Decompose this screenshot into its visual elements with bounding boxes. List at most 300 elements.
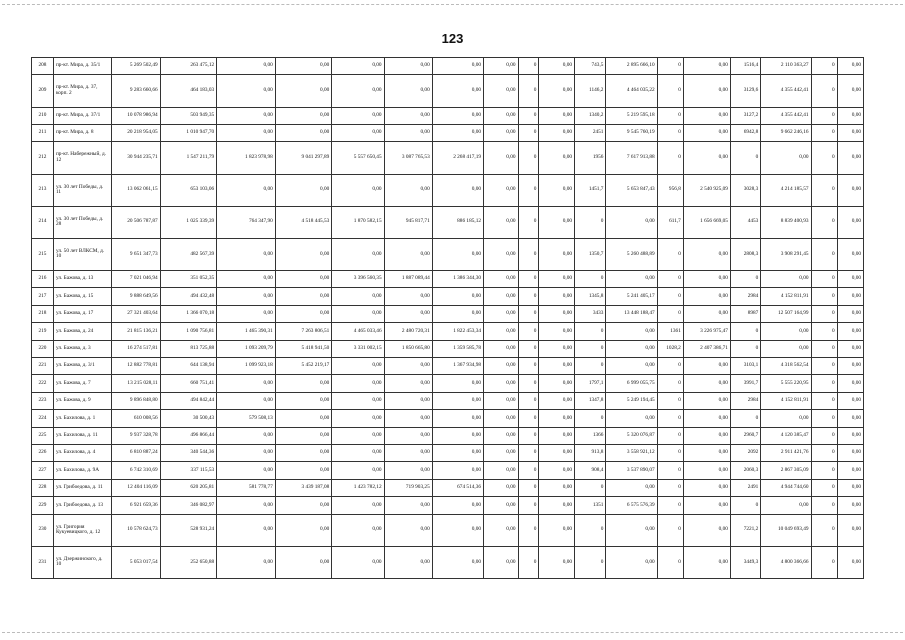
value-cell: 0,00 [837, 107, 863, 124]
value-cell: 0,00 [837, 444, 863, 461]
value-cell: 0 [811, 124, 837, 141]
value-cell: 0 [811, 375, 837, 392]
value-cell: 0,00 [484, 514, 519, 546]
value-cell: 0 [811, 270, 837, 287]
value-cell: 0,00 [484, 392, 519, 409]
value-cell: 464 183,03 [160, 75, 217, 107]
value-cell: 4 464 035,22 [606, 75, 657, 107]
address-cell: ул. 30 лет Победы, д. 11 [53, 174, 111, 206]
value-cell: 0 [657, 75, 683, 107]
value-cell: 1361 [657, 323, 683, 340]
value-cell: 351 052,35 [160, 270, 217, 287]
value-cell: 0,00 [332, 124, 384, 141]
table-row [32, 427, 864, 444]
value-cell: 0 [811, 444, 837, 461]
address-cell: ул. Бахилова, д. 9А [53, 462, 111, 479]
value-cell: 0 [657, 58, 683, 75]
value-cell: 0,00 [275, 497, 332, 514]
value-cell: 3 226 975,47 [683, 323, 730, 340]
address-cell: ул. Бахилова, д. 4 [53, 444, 111, 461]
table-row [32, 497, 864, 514]
value-cell: 0 [657, 497, 683, 514]
value-cell: 764 347,90 [217, 206, 276, 238]
value-cell: 0 [657, 238, 683, 270]
value-cell: 0,00 [384, 238, 432, 270]
address-cell: ул. Бажова, д. 3/1 [53, 357, 111, 374]
value-cell: 0,00 [683, 107, 730, 124]
value-cell: 0,00 [432, 514, 483, 546]
value-cell: 4 318 562,54 [761, 357, 811, 374]
value-cell: 0,00 [837, 462, 863, 479]
value-cell: 0 [575, 514, 606, 546]
value-cell: 3103,1 [730, 357, 760, 374]
address-cell: ул. Бахилова, д. 11 [53, 427, 111, 444]
value-cell: 9 283 660,66 [111, 75, 160, 107]
value-cell: 3127,2 [730, 107, 760, 124]
value-cell: 0,00 [384, 392, 432, 409]
value-cell: 0 [518, 58, 539, 75]
value-cell: 0,00 [837, 323, 863, 340]
value-cell: 0,00 [539, 340, 575, 357]
table-row [32, 288, 864, 305]
value-cell: 7221,2 [730, 514, 760, 546]
value-cell: 4 152 811,91 [761, 392, 811, 409]
value-cell: 528 931,24 [160, 514, 217, 546]
value-cell: 0,00 [432, 174, 483, 206]
value-cell: 0,00 [761, 497, 811, 514]
address-cell: ул. Грибоедова, д. 13 [53, 497, 111, 514]
value-cell: 0,00 [683, 270, 730, 287]
value-cell: 0,00 [683, 58, 730, 75]
value-cell: 2060,3 [730, 462, 760, 479]
value-cell: 12 507 164,99 [761, 305, 811, 322]
value-cell: 5 418 941,50 [275, 340, 332, 357]
value-cell: 0,00 [539, 238, 575, 270]
value-cell: 0 [518, 444, 539, 461]
table-row [32, 206, 864, 238]
value-cell: 21 815 136,21 [111, 323, 160, 340]
value-cell: 337 115,53 [160, 462, 217, 479]
value-cell: 0,00 [837, 206, 863, 238]
value-cell: 0,00 [332, 375, 384, 392]
row-number: 221 [32, 357, 54, 374]
value-cell: 0,00 [539, 392, 575, 409]
value-cell: 0 [518, 174, 539, 206]
row-number: 212 [32, 142, 54, 174]
value-cell: 0 [657, 270, 683, 287]
value-cell: 0,00 [432, 444, 483, 461]
address-cell: ул. Бажова, д. 17 [53, 305, 111, 322]
value-cell: 0 [657, 392, 683, 409]
value-cell: 0,00 [484, 107, 519, 124]
address-cell: ул. Грибоедова, д. 11 [53, 479, 111, 496]
value-cell: 10 578 624,73 [111, 514, 160, 546]
value-cell: 0 [657, 124, 683, 141]
value-cell: 0,00 [683, 392, 730, 409]
value-cell: 0 [518, 357, 539, 374]
value-cell: 0,00 [275, 107, 332, 124]
value-cell: 0,00 [384, 174, 432, 206]
value-cell: 0 [518, 107, 539, 124]
value-cell: 3 331 002,15 [332, 340, 384, 357]
value-cell: 0,00 [606, 546, 657, 578]
value-cell: 0,00 [606, 479, 657, 496]
value-cell: 0,00 [332, 238, 384, 270]
value-cell: 0,00 [332, 444, 384, 461]
address-cell: пр-кт. Набережный, д. 12 [53, 142, 111, 174]
value-cell: 2984 [730, 392, 760, 409]
value-cell: 0,00 [683, 514, 730, 546]
value-cell: 0,00 [539, 444, 575, 461]
value-cell: 0,00 [539, 206, 575, 238]
value-cell: 0 [811, 305, 837, 322]
value-cell: 494 432,48 [160, 288, 217, 305]
value-cell: 9 937 328,78 [111, 427, 160, 444]
value-cell: 4 355 442,41 [761, 75, 811, 107]
value-cell: 0,00 [275, 392, 332, 409]
value-cell: 27 321 403,64 [111, 305, 160, 322]
value-cell: 1956 [575, 142, 606, 174]
value-cell: 1345,8 [575, 288, 606, 305]
value-cell: 7 617 913,88 [606, 142, 657, 174]
value-cell: 0 [518, 323, 539, 340]
value-cell: 0,00 [275, 58, 332, 75]
value-cell: 0,00 [217, 392, 276, 409]
address-cell: ул. Бажова, д. 24 [53, 323, 111, 340]
row-number: 210 [32, 107, 54, 124]
value-cell: 503 949,35 [160, 107, 217, 124]
value-cell: 0 [518, 206, 539, 238]
value-cell: 1797,1 [575, 375, 606, 392]
value-cell: 0,00 [384, 444, 432, 461]
value-cell: 3 396 560,35 [332, 270, 384, 287]
address-cell: ул. 30 лет Победы, д. 28 [53, 206, 111, 238]
value-cell: 620 205,81 [160, 479, 217, 496]
value-cell: 252 650,88 [160, 546, 217, 578]
value-cell: 0,00 [539, 357, 575, 374]
value-cell: 0,00 [332, 174, 384, 206]
address-cell: ул. Дзержинского, д. 10 [53, 546, 111, 578]
value-cell: 3 087 765,53 [384, 142, 432, 174]
value-cell: 0,00 [432, 427, 483, 444]
value-cell: 0,00 [332, 357, 384, 374]
value-cell: 0,00 [275, 410, 332, 427]
value-cell: 0,00 [217, 270, 276, 287]
value-cell: 0 [811, 427, 837, 444]
table-row [32, 270, 864, 287]
value-cell: 0 [518, 546, 539, 578]
value-cell: 653 103,06 [160, 174, 217, 206]
value-cell: 0 [657, 142, 683, 174]
value-cell: 1350,7 [575, 238, 606, 270]
value-cell: 0,00 [539, 410, 575, 427]
value-cell: 0,00 [484, 546, 519, 578]
value-cell: 5 269 502,49 [111, 58, 160, 75]
data-table [31, 57, 864, 579]
value-cell: 3129,6 [730, 75, 760, 107]
value-cell: 0,00 [432, 305, 483, 322]
value-cell: 2960,7 [730, 427, 760, 444]
value-cell: 9 896 848,80 [111, 392, 160, 409]
value-cell: 12 882 778,81 [111, 357, 160, 374]
value-cell: 0,00 [217, 107, 276, 124]
value-cell: 3991,7 [730, 375, 760, 392]
value-cell: 0 [730, 410, 760, 427]
value-cell: 0,00 [683, 410, 730, 427]
value-cell: 4453 [730, 206, 760, 238]
table-row [32, 479, 864, 496]
value-cell: 4 214 185,57 [761, 174, 811, 206]
value-cell: 0,00 [332, 410, 384, 427]
value-cell: 0,00 [539, 546, 575, 578]
value-cell: 0 [811, 288, 837, 305]
value-cell: 945 817,71 [384, 206, 432, 238]
value-cell: 0,00 [539, 479, 575, 496]
value-cell: 0,00 [332, 58, 384, 75]
value-cell: 0 [730, 323, 760, 340]
value-cell: 813 725,88 [160, 340, 217, 357]
value-cell: 0 [657, 462, 683, 479]
value-cell: 0 [575, 546, 606, 578]
value-cell: 0,00 [432, 124, 483, 141]
value-cell: 0,00 [761, 323, 811, 340]
value-cell: 0,00 [432, 392, 483, 409]
value-cell: 20 218 954,05 [111, 124, 160, 141]
value-cell: 3 537 890,07 [606, 462, 657, 479]
value-cell: 0,00 [432, 497, 483, 514]
address-cell: ул. Бажова, д. 7 [53, 375, 111, 392]
value-cell: 0,00 [332, 427, 384, 444]
value-cell: 1028,2 [657, 340, 683, 357]
value-cell: 20 506 787,87 [111, 206, 160, 238]
value-cell: 2 407 386,71 [683, 340, 730, 357]
value-cell: 0,00 [837, 546, 863, 578]
value-cell: 0,00 [384, 357, 432, 374]
value-cell: 4 152 811,91 [761, 288, 811, 305]
value-cell: 0,00 [217, 124, 276, 141]
value-cell: 0,00 [217, 288, 276, 305]
value-cell: 4 518 445,53 [275, 206, 332, 238]
row-number: 229 [32, 497, 54, 514]
value-cell: 0,00 [432, 288, 483, 305]
value-cell: 0,00 [539, 514, 575, 546]
value-cell: 0,00 [539, 288, 575, 305]
value-cell: 0,00 [384, 305, 432, 322]
value-cell: 494 842,44 [160, 392, 217, 409]
value-cell: 0,00 [606, 357, 657, 374]
value-cell: 0 [518, 305, 539, 322]
value-cell: 6 921 659,36 [111, 497, 160, 514]
value-cell: 0,00 [217, 375, 276, 392]
value-cell: 0,00 [275, 174, 332, 206]
value-cell: 0,00 [217, 514, 276, 546]
row-number: 226 [32, 444, 54, 461]
value-cell: 0,00 [484, 270, 519, 287]
value-cell: 5 653 847,43 [606, 174, 657, 206]
value-cell: 0,00 [683, 124, 730, 141]
value-cell: 1 366 070,18 [160, 305, 217, 322]
value-cell: 0,00 [539, 427, 575, 444]
row-number: 222 [32, 375, 54, 392]
value-cell: 0,00 [837, 392, 863, 409]
value-cell: 0,00 [384, 375, 432, 392]
value-cell: 660 751,41 [160, 375, 217, 392]
value-cell: 3 908 291,45 [761, 238, 811, 270]
value-cell: 5 320 076,87 [606, 427, 657, 444]
value-cell: 0,00 [332, 75, 384, 107]
value-cell: 1 870 582,15 [332, 206, 384, 238]
row-number: 217 [32, 288, 54, 305]
value-cell: 908,4 [575, 462, 606, 479]
address-cell: пр-кт. Мира, д. 35/1 [53, 58, 111, 75]
value-cell: 0,00 [275, 546, 332, 578]
row-number: 228 [32, 479, 54, 496]
value-cell: 0,00 [217, 497, 276, 514]
value-cell: 0 [518, 238, 539, 270]
value-cell: 3433 [575, 305, 606, 322]
value-cell: 0,00 [275, 427, 332, 444]
value-cell: 0,00 [275, 270, 332, 287]
value-cell: 4 465 033,46 [332, 323, 384, 340]
value-cell: 0,00 [539, 75, 575, 107]
value-cell: 0,00 [275, 305, 332, 322]
value-cell: 1 823 978,98 [217, 142, 276, 174]
value-cell: 6 999 055,75 [606, 375, 657, 392]
value-cell: 2 867 305,09 [761, 462, 811, 479]
address-cell: пр-кт. Мира, д. 8 [53, 124, 111, 141]
value-cell: 0 [811, 174, 837, 206]
value-cell: 0,00 [484, 340, 519, 357]
value-cell: 0,00 [217, 444, 276, 461]
value-cell: 4 120 385,47 [761, 427, 811, 444]
table-row [32, 305, 864, 322]
value-cell: 2092 [730, 444, 760, 461]
value-cell: 0,00 [384, 124, 432, 141]
value-cell: 0 [575, 410, 606, 427]
value-cell: 0,00 [683, 427, 730, 444]
value-cell: 1 090 756,81 [160, 323, 217, 340]
value-cell: 0,00 [761, 340, 811, 357]
value-cell: 0 [730, 497, 760, 514]
value-cell: 0,00 [484, 427, 519, 444]
value-cell: 2 268 417,19 [432, 142, 483, 174]
value-cell: 1 093 209,79 [217, 340, 276, 357]
value-cell: 0,00 [606, 206, 657, 238]
table-row [32, 410, 864, 427]
value-cell: 9 888 649,56 [111, 288, 160, 305]
value-cell: 0,00 [332, 497, 384, 514]
value-cell: 1 010 947,70 [160, 124, 217, 141]
value-cell: 0 [518, 427, 539, 444]
table-row [32, 375, 864, 392]
value-cell: 0 [575, 340, 606, 357]
address-cell: ул. Бажова, д. 13 [53, 270, 111, 287]
value-cell: 0,00 [837, 124, 863, 141]
value-cell: 0,00 [484, 238, 519, 270]
value-cell: 0,00 [539, 142, 575, 174]
value-cell: 0,00 [539, 497, 575, 514]
value-cell: 0 [518, 340, 539, 357]
value-cell: 0,00 [384, 497, 432, 514]
value-cell: 0,00 [683, 142, 730, 174]
value-cell: 0 [518, 375, 539, 392]
value-cell: 0 [657, 375, 683, 392]
value-cell: 0,00 [217, 462, 276, 479]
value-cell: 0,00 [332, 514, 384, 546]
value-cell: 1146,2 [575, 75, 606, 107]
value-cell: 0,00 [837, 375, 863, 392]
table-row [32, 546, 864, 578]
value-cell: 0,00 [539, 305, 575, 322]
value-cell: 0,00 [384, 107, 432, 124]
value-cell: 0,00 [484, 497, 519, 514]
value-cell: 4 800 366,66 [761, 546, 811, 578]
value-cell: 0,00 [539, 124, 575, 141]
value-cell: 6 742 310,69 [111, 462, 160, 479]
value-cell: 2 110 363,27 [761, 58, 811, 75]
value-cell: 10 078 986,94 [111, 107, 160, 124]
table-row [32, 392, 864, 409]
value-cell: 1 359 585,78 [432, 340, 483, 357]
value-cell: 0 [811, 340, 837, 357]
value-cell: 0 [811, 142, 837, 174]
value-cell: 644 138,94 [160, 357, 217, 374]
value-cell: 0,00 [432, 462, 483, 479]
value-cell: 9 041 297,89 [275, 142, 332, 174]
value-cell: 13 215 028,11 [111, 375, 160, 392]
value-cell: 0,00 [217, 58, 276, 75]
table-row [32, 142, 864, 174]
value-cell: 1451,7 [575, 174, 606, 206]
value-cell: 0,00 [837, 479, 863, 496]
value-cell: 0,00 [275, 288, 332, 305]
value-cell: 5 557 650,45 [332, 142, 384, 174]
value-cell: 0 [575, 206, 606, 238]
value-cell: 5 555 220,95 [761, 375, 811, 392]
value-cell: 0,00 [275, 375, 332, 392]
value-cell: 1 025 339,39 [160, 206, 217, 238]
value-cell: 0 [518, 497, 539, 514]
value-cell: 5 452 219,17 [275, 357, 332, 374]
value-cell: 0 [575, 357, 606, 374]
row-number: 214 [32, 206, 54, 238]
address-cell: ул. 50 лет ВЛКСМ, д. 10 [53, 238, 111, 270]
value-cell: 1 850 665,80 [384, 340, 432, 357]
value-cell: 0,00 [761, 410, 811, 427]
value-cell: 3028,3 [730, 174, 760, 206]
value-cell: 0,00 [484, 479, 519, 496]
value-cell: 674 514,36 [432, 479, 483, 496]
value-cell: 1 822 453,34 [432, 323, 483, 340]
value-cell: 0,00 [837, 288, 863, 305]
value-cell: 0,00 [761, 142, 811, 174]
value-cell: 263 475,12 [160, 58, 217, 75]
value-cell: 0 [518, 392, 539, 409]
value-cell: 0 [518, 410, 539, 427]
row-number: 219 [32, 323, 54, 340]
value-cell: 2491 [730, 479, 760, 496]
table-row [32, 444, 864, 461]
value-cell: 0,00 [539, 107, 575, 124]
value-cell: 0,00 [432, 238, 483, 270]
value-cell: 6 575 576,39 [606, 497, 657, 514]
table-body [32, 58, 864, 579]
value-cell: 4 355 442,41 [761, 107, 811, 124]
value-cell: 2451 [575, 124, 606, 141]
value-cell: 719 903,25 [384, 479, 432, 496]
value-cell: 0,00 [837, 340, 863, 357]
value-cell: 30 500,43 [160, 410, 217, 427]
